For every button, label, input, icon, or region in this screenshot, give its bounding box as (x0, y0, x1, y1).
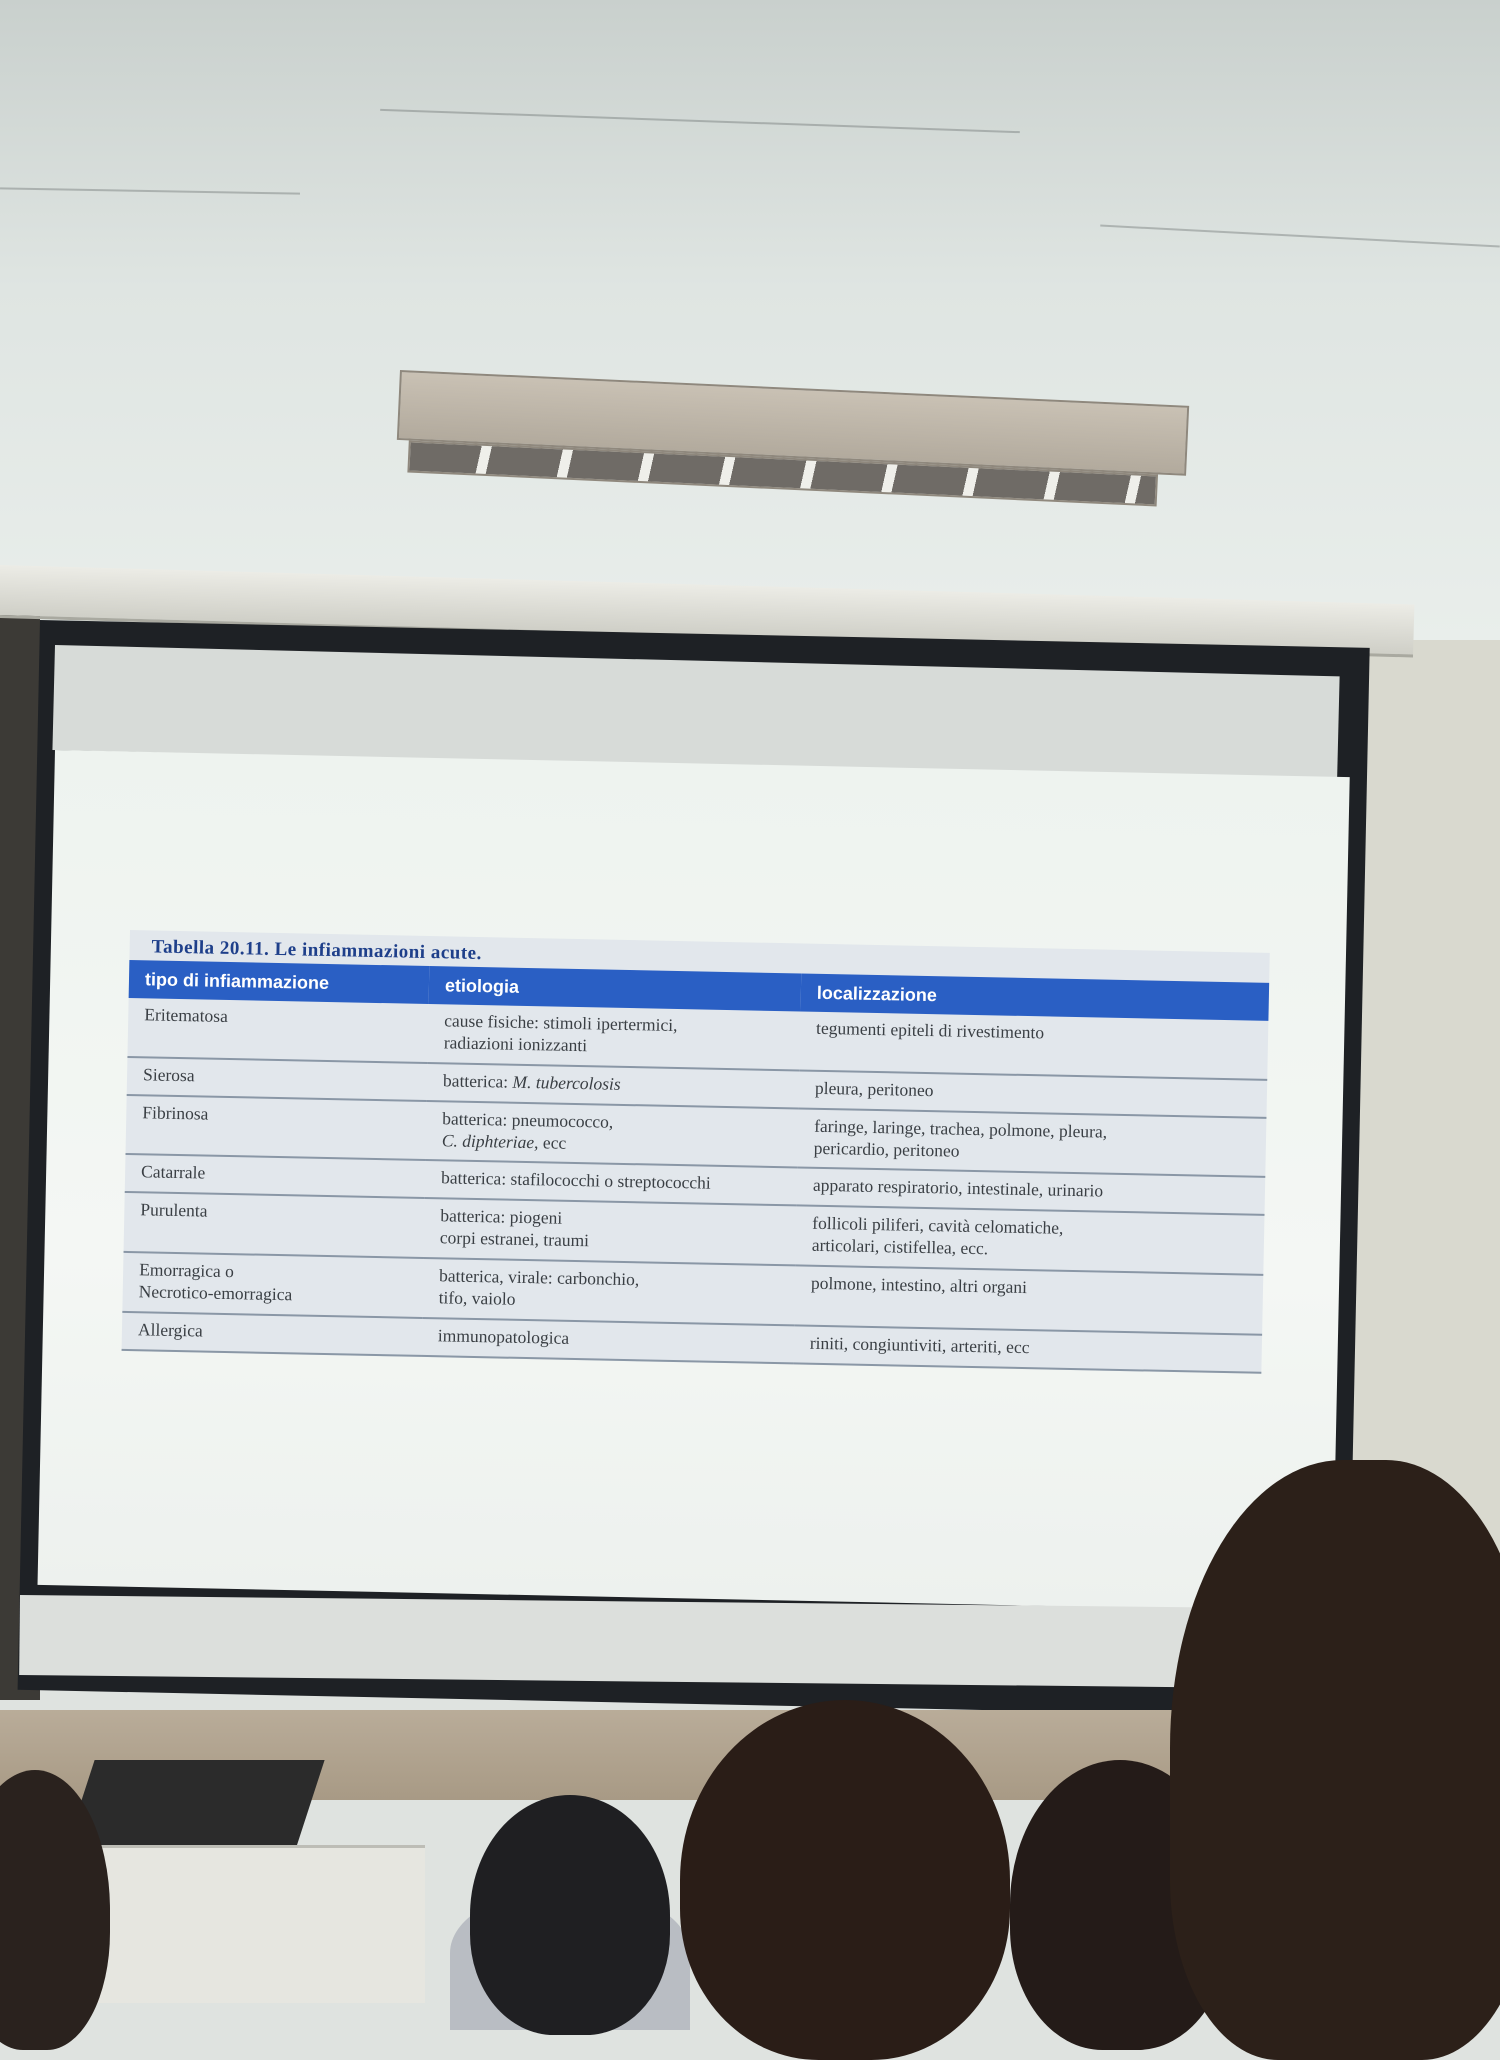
cell-localizzazione: apparato respiratorio, intestinale, urinario (797, 1168, 1266, 1215)
cell-localizzazione: tegumenti epiteli di rivestimento (799, 1011, 1268, 1079)
cell-tipo: Purulenta (124, 1192, 425, 1258)
cell-etiologia: batterica: piogeni corpi estranei, traumi (423, 1198, 796, 1265)
cell-tipo: Sierosa (127, 1057, 428, 1101)
table-caption: Tabella 20.11. Le infiammazioni acute. (151, 936, 483, 965)
header-tipo: tipo di infiammazione (129, 960, 430, 1004)
audience-head (680, 1700, 1010, 2060)
audience-head (470, 1795, 670, 2035)
cell-localizzazione: polmone, intestino, altri organi (794, 1265, 1263, 1334)
audience-head (1170, 1460, 1500, 2060)
table (122, 960, 1270, 1373)
cell-etiologia: cause fisiche: stimoli ipertermici, radiazioni ionizzanti (427, 1004, 800, 1070)
cell-etiologia: batterica: M. tubercolosis (427, 1063, 800, 1108)
cell-tipo: Fibrinosa (125, 1095, 426, 1161)
laptop (65, 1760, 324, 1850)
cell-tipo: Catarrale (125, 1154, 426, 1198)
header-localizzazione: localizzazione (800, 973, 1269, 1020)
cell-etiologia: batterica, virale: carbonchio, tifo, vaiolo (422, 1258, 795, 1325)
ceiling-crack (380, 109, 1020, 133)
ceiling-crack (0, 187, 300, 194)
cell-localizzazione: riniti, congiuntiviti, arteriti, ecc (793, 1325, 1262, 1372)
cell-tipo: Eritematosa (127, 998, 428, 1063)
cell-localizzazione: follicoli piliferi, cavità celomatiche, articolari, cistifellea, ecc. (795, 1206, 1264, 1275)
cell-tipo: Allergica (122, 1312, 423, 1356)
ceiling-crack (1100, 225, 1500, 248)
cell-localizzazione: pleura, peritoneo (799, 1070, 1268, 1117)
lecture-desk (95, 1845, 425, 2003)
cell-etiologia: batterica: stafilococchi o streptococchi (425, 1160, 798, 1205)
cell-etiologia: immunopatologica (422, 1318, 795, 1363)
cell-etiologia: batterica: pneumococco, C. diphteriae, ecc (425, 1101, 798, 1168)
inflammation-table (122, 930, 1270, 1373)
projector-screen-lower-band (19, 1595, 1340, 1689)
cell-tipo: Emorragica o Necrotico-emorragica (122, 1252, 423, 1318)
cell-localizzazione: faringe, laringe, trachea, polmone, pleura, pericardio, peritoneo (797, 1108, 1266, 1177)
header-etiologia: etiologia (429, 966, 802, 1011)
ceiling (0, 0, 1500, 640)
